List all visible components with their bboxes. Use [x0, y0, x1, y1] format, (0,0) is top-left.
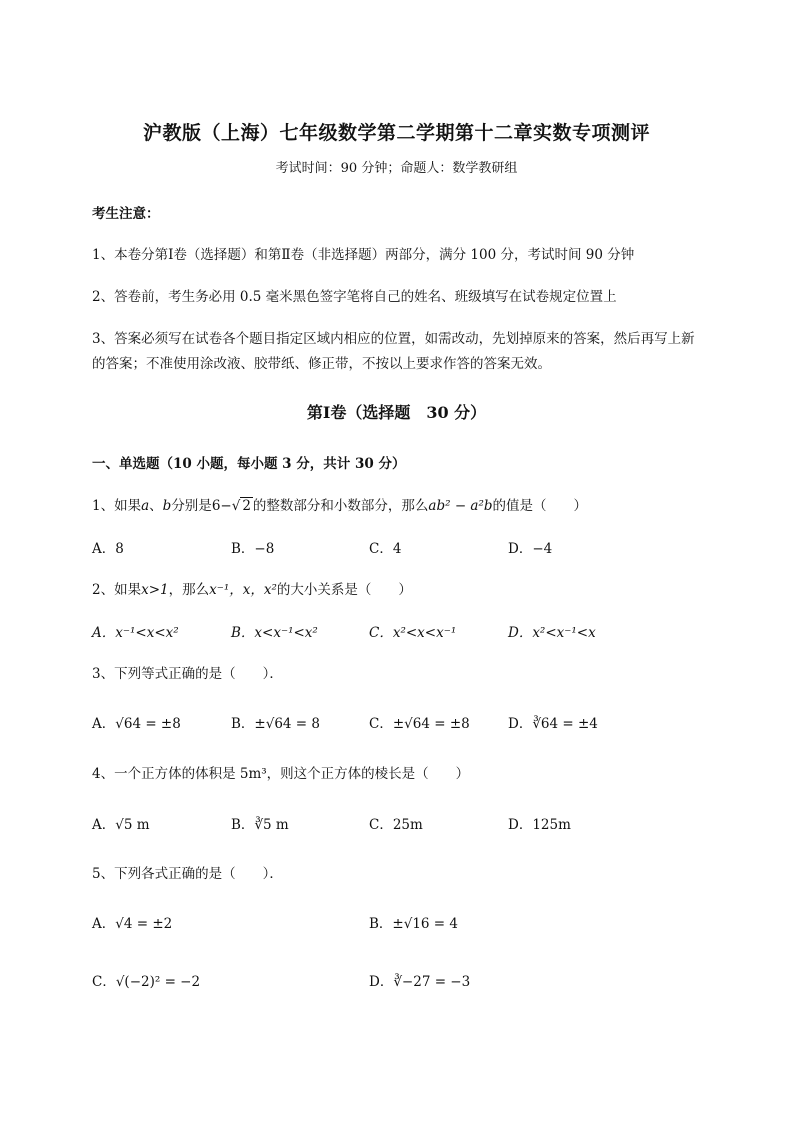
question-5: 5、下列各式正确的是（ ）． — [92, 866, 283, 882]
notice-item-3: 3、答案必须写在试卷各个题目指定区域内相应的位置，如需改动，先划掉原来的答案，然后再写上新 — [92, 331, 695, 347]
q5-option-a: A．√4 = ±2 — [92, 916, 173, 932]
sqrt-2: √ 2 — [231, 498, 251, 514]
notice-heading: 考生注意： — [92, 206, 160, 222]
q5-option-d: D．∛−27 = −3 — [369, 974, 471, 990]
q3-option-b: B．±√64 = 8 — [231, 716, 320, 732]
notice-item-2: 2、答卷前，考生务必用 0.5 毫米黑色签字笔将自己的姓名、班级填写在试卷规定位置上 — [92, 289, 617, 305]
q4-option-c: C．25m — [369, 817, 423, 833]
q3-option-a: A．√64 = ±8 — [92, 716, 181, 732]
q2-option-d: D．x²<x⁻¹<x — [508, 625, 596, 641]
q1-option-b: B．−8 — [231, 541, 275, 557]
exam-subtitle: 考试时间：90 分钟；命题人：数学教研组 — [275, 161, 518, 176]
q2-option-a: A．x⁻¹<x<x² — [92, 625, 179, 641]
q5-option-b: B．±√16 = 4 — [369, 916, 458, 932]
question-3: 3、下列等式正确的是（ ）． — [92, 666, 283, 682]
q4-option-d: D．125m — [508, 817, 571, 833]
q1-option-c: C．4 — [369, 541, 402, 557]
q4-option-b: B．∛5 m — [231, 817, 289, 833]
q3-option-d: D．∛64 = ±4 — [508, 716, 598, 732]
q5-option-c: C．√(−2)² = −2 — [92, 974, 201, 990]
q4-option-a: A．√5 m — [92, 817, 150, 833]
question-4: 4、一个正方体的体积是 5m³，则这个正方体的棱长是（ ） — [92, 766, 470, 782]
notice-item-1: 1、本卷分第Ⅰ卷（选择题）和第Ⅱ卷（非选择题）两部分，满分 100 分，考试时间 90 分钟 — [92, 247, 635, 263]
question-1: 1、如果a、b分别是6−√ 2 的整数部分和小数部分，那么ab² − a²b的值是（ ） — [92, 498, 588, 514]
section-title: 第Ⅰ卷（选择题 30 分） — [306, 403, 487, 422]
part-title: 一、单选题（10 小题，每小题 3 分，共计 30 分） — [92, 456, 406, 472]
q1-option-d: D．−4 — [508, 541, 553, 557]
q3-option-c: C．±√64 = ±8 — [369, 716, 470, 732]
q2-option-b: B．x<x⁻¹<x² — [231, 625, 318, 641]
exam-title: 沪教版（上海）七年级数学第二学期第十二章实数专项测评 — [142, 122, 650, 144]
q2-option-c: C．x²<x<x⁻¹ — [369, 625, 457, 641]
notice-item-3-cont: 的答案；不准使用涂改液、胶带纸、修正带，不按以上要求作答的答案无效。 — [92, 356, 551, 372]
q1-option-a: A．8 — [92, 541, 124, 557]
question-2: 2、如果x>1，那么x⁻¹，x，x²的大小关系是（ ） — [92, 582, 412, 598]
